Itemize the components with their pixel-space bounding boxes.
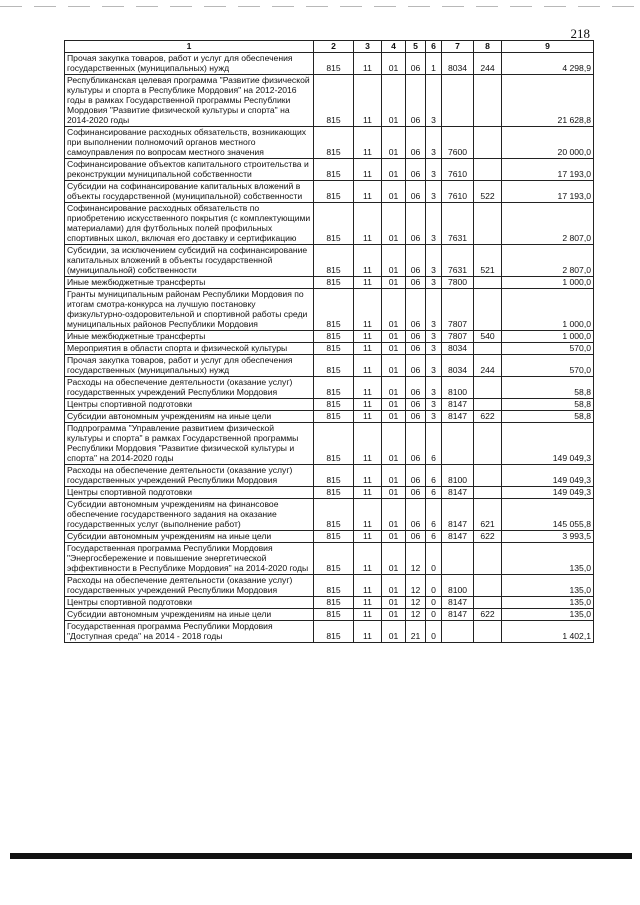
code-section: 11 [354,543,382,575]
column-header: 1 [65,41,314,53]
code-expense-type: 522 [474,181,502,203]
code-expense-type [474,543,502,575]
code-program: 06 [406,75,426,127]
code-subsection: 01 [382,289,406,331]
code-admin: 815 [314,245,354,277]
code-subsection: 01 [382,621,406,643]
code-subprogram: 6 [426,499,442,531]
code-section: 11 [354,181,382,203]
code-program: 06 [406,377,426,399]
code-expense-type [474,465,502,487]
code-subprogram: 6 [426,531,442,543]
code-subsection: 01 [382,487,406,499]
code-subprogram: 0 [426,621,442,643]
code-admin: 815 [314,127,354,159]
row-name: Государственная программа Республики Мордовия "Доступная среда" на 2014 - 2018 годы [65,621,314,643]
table-body [65,53,594,643]
code-subprogram: 3 [426,277,442,289]
table-row [65,289,594,331]
code-program: 06 [406,53,426,75]
budget-table [64,40,594,643]
code-subsection: 01 [382,75,406,127]
scan-bottom-edge [10,853,632,859]
row-amount: 149 049,3 [502,423,594,465]
code-section: 11 [354,343,382,355]
code-expense-type [474,343,502,355]
code-admin: 815 [314,399,354,411]
code-subprogram: 0 [426,575,442,597]
code-subprogram: 3 [426,203,442,245]
row-name: Софинансирование расходных обязательств, возникающих при выполнении полномочий органов местного самоуправления по вопросам местного значения [65,127,314,159]
row-name: Софинансирование расходных обязательств по приобретению искусственного покрытия (с комплектующими материалами) для футбольных полей профильных спортивных школ, включая его доставку и сертификацию [65,203,314,245]
row-name: Государственная программа Республики Мордовия "Энергосбережение и повышение энергетической эффективности в Республике Мордовия" на 2014-2020 годы [65,543,314,575]
code-admin: 815 [314,331,354,343]
code-subprogram: 3 [426,181,442,203]
code-direction: 7610 [442,159,474,181]
table-row [65,245,594,277]
code-program: 06 [406,423,426,465]
code-expense-type [474,289,502,331]
code-program: 06 [406,289,426,331]
row-amount: 145 055,8 [502,499,594,531]
code-expense-type [474,487,502,499]
code-expense-type [474,203,502,245]
code-expense-type: 521 [474,245,502,277]
row-amount: 58,8 [502,377,594,399]
table-row [65,159,594,181]
code-direction: 8147 [442,411,474,423]
table-row [65,597,594,609]
code-direction: 7600 [442,127,474,159]
code-direction: 8034 [442,355,474,377]
row-name: Расходы на обеспечение деятельности (оказание услуг) государственных учреждений Республики Мордовия [65,575,314,597]
code-subsection: 01 [382,543,406,575]
table-row [65,355,594,377]
code-expense-type [474,75,502,127]
code-section: 11 [354,377,382,399]
code-admin: 815 [314,75,354,127]
code-subprogram: 3 [426,245,442,277]
code-direction: 8147 [442,597,474,609]
code-admin: 815 [314,597,354,609]
code-subsection: 01 [382,159,406,181]
code-section: 11 [354,423,382,465]
column-header: 2 [314,41,354,53]
row-name: Субсидии автономным учреждениям на иные цели [65,531,314,543]
code-admin: 815 [314,203,354,245]
code-subsection: 01 [382,127,406,159]
row-name: Расходы на обеспечение деятельности (оказание услуг) государственных учреждений Республики Мордовия [65,377,314,399]
row-name: Центры спортивной подготовки [65,597,314,609]
code-subprogram: 1 [426,53,442,75]
code-subsection: 01 [382,499,406,531]
code-admin: 815 [314,377,354,399]
code-program: 06 [406,411,426,423]
code-subsection: 01 [382,377,406,399]
code-admin: 815 [314,423,354,465]
code-expense-type [474,597,502,609]
code-program: 06 [406,343,426,355]
code-direction: 8147 [442,499,474,531]
table-row [65,531,594,543]
code-section: 11 [354,487,382,499]
code-admin: 815 [314,159,354,181]
code-direction: 8147 [442,609,474,621]
code-section: 11 [354,399,382,411]
code-subprogram: 0 [426,597,442,609]
row-amount: 2 807,0 [502,245,594,277]
row-amount: 149 049,3 [502,465,594,487]
code-section: 11 [354,531,382,543]
code-direction [442,543,474,575]
column-header: 7 [442,41,474,53]
code-section: 11 [354,411,382,423]
code-subprogram: 3 [426,75,442,127]
row-amount: 149 049,3 [502,487,594,499]
code-program: 21 [406,621,426,643]
code-section: 11 [354,159,382,181]
code-program: 06 [406,399,426,411]
row-name: Софинансирование объектов капитального строительства и реконструкции муниципальной собственности [65,159,314,181]
code-admin: 815 [314,355,354,377]
code-direction [442,423,474,465]
code-admin: 815 [314,465,354,487]
code-direction: 8100 [442,575,474,597]
code-subsection: 01 [382,423,406,465]
code-program: 12 [406,543,426,575]
table-row [65,277,594,289]
code-admin: 815 [314,277,354,289]
code-section: 11 [354,75,382,127]
code-subsection: 01 [382,609,406,621]
code-direction: 8147 [442,531,474,543]
code-subprogram: 3 [426,343,442,355]
code-direction: 7807 [442,331,474,343]
row-amount: 135,0 [502,543,594,575]
code-subprogram: 6 [426,465,442,487]
row-name: Центры спортивной подготовки [65,399,314,411]
code-subsection: 01 [382,245,406,277]
code-expense-type: 622 [474,531,502,543]
column-header: 6 [426,41,442,53]
row-amount: 2 807,0 [502,203,594,245]
table-header [65,41,594,53]
column-header: 4 [382,41,406,53]
code-direction: 7610 [442,181,474,203]
code-expense-type [474,277,502,289]
code-direction [442,621,474,643]
code-admin: 815 [314,53,354,75]
code-expense-type [474,575,502,597]
row-name: Субсидии на софинансирование капитальных вложений в объекты государственной (муниципальной) собственности [65,181,314,203]
code-admin: 815 [314,181,354,203]
row-name: Субсидии автономным учреждениям на иные цели [65,411,314,423]
row-name: Гранты муниципальным районам Республики Мордовия по итогам смотра-конкурса на лучшую постановку физкультурно-оздоровительной и спортивной работы среди муниципальных районов Республики Мордовия [65,289,314,331]
code-program: 06 [406,487,426,499]
code-admin: 815 [314,575,354,597]
table-row [65,53,594,75]
table-row [65,127,594,159]
scan-top-edge [0,6,640,7]
code-section: 11 [354,127,382,159]
code-direction: 7807 [442,289,474,331]
code-subsection: 01 [382,331,406,343]
code-program: 06 [406,465,426,487]
code-expense-type [474,621,502,643]
row-amount: 4 298,9 [502,53,594,75]
code-direction: 8100 [442,465,474,487]
table-row [65,399,594,411]
row-name: Центры спортивной подготовки [65,487,314,499]
table-row [65,575,594,597]
row-amount: 135,0 [502,575,594,597]
code-section: 11 [354,277,382,289]
row-amount: 570,0 [502,343,594,355]
code-expense-type: 621 [474,499,502,531]
table-row [65,411,594,423]
code-expense-type [474,127,502,159]
code-subprogram: 3 [426,355,442,377]
row-amount: 58,8 [502,399,594,411]
code-subprogram: 3 [426,399,442,411]
row-amount: 21 628,8 [502,75,594,127]
row-name: Расходы на обеспечение деятельности (оказание услуг) государственных учреждений Республики Мордовия [65,465,314,487]
code-direction: 8147 [442,487,474,499]
code-subsection: 01 [382,597,406,609]
row-amount: 1 000,0 [502,277,594,289]
row-amount: 17 193,0 [502,159,594,181]
code-program: 06 [406,245,426,277]
code-expense-type [474,399,502,411]
code-section: 11 [354,53,382,75]
row-amount: 3 993,5 [502,531,594,543]
code-program: 12 [406,609,426,621]
row-name: Прочая закупка товаров, работ и услуг для обеспечения государственных (муниципальных) нужд [65,355,314,377]
row-name: Иные межбюджетные трансферты [65,277,314,289]
row-name: Прочая закупка товаров, работ и услуг для обеспечения государственных (муниципальных) нужд [65,53,314,75]
code-expense-type: 244 [474,53,502,75]
code-direction: 7631 [442,245,474,277]
code-expense-type: 244 [474,355,502,377]
row-amount: 570,0 [502,355,594,377]
row-amount: 1 000,0 [502,289,594,331]
code-expense-type [474,377,502,399]
table-row [65,203,594,245]
code-subsection: 01 [382,355,406,377]
row-amount: 58,8 [502,411,594,423]
code-section: 11 [354,331,382,343]
table-row [65,343,594,355]
code-admin: 815 [314,531,354,543]
code-section: 11 [354,499,382,531]
code-admin: 815 [314,499,354,531]
code-subsection: 01 [382,411,406,423]
code-program: 06 [406,355,426,377]
code-admin: 815 [314,289,354,331]
table-row [65,543,594,575]
code-section: 11 [354,245,382,277]
code-expense-type [474,423,502,465]
code-admin: 815 [314,543,354,575]
code-subprogram: 3 [426,127,442,159]
column-header: 5 [406,41,426,53]
code-expense-type [474,159,502,181]
code-section: 11 [354,621,382,643]
code-subsection: 01 [382,203,406,245]
code-direction: 8147 [442,399,474,411]
code-subprogram: 6 [426,423,442,465]
row-name: Мероприятия в области спорта и физической культуры [65,343,314,355]
row-name: Подпрограмма "Управление развитием физической культуры и спорта" в рамках Государственной программы Республики Мордовия "Развитие физической культуры и спорта" на 2014-2020 годы [65,423,314,465]
code-subprogram: 0 [426,543,442,575]
code-expense-type: 540 [474,331,502,343]
code-section: 11 [354,609,382,621]
code-direction: 7631 [442,203,474,245]
code-program: 06 [406,531,426,543]
code-section: 11 [354,289,382,331]
code-admin: 815 [314,487,354,499]
code-admin: 815 [314,411,354,423]
row-amount: 1 000,0 [502,331,594,343]
row-amount: 135,0 [502,609,594,621]
code-subprogram: 0 [426,609,442,621]
code-subsection: 01 [382,343,406,355]
table-row [65,331,594,343]
row-amount: 17 193,0 [502,181,594,203]
row-amount: 20 000,0 [502,127,594,159]
code-program: 12 [406,597,426,609]
code-subsection: 01 [382,575,406,597]
row-amount: 1 402,1 [502,621,594,643]
table-row [65,75,594,127]
table-row [65,423,594,465]
code-expense-type: 622 [474,411,502,423]
row-name: Иные межбюджетные трансферты [65,331,314,343]
table-row [65,377,594,399]
code-program: 06 [406,331,426,343]
code-direction [442,75,474,127]
code-subprogram: 3 [426,159,442,181]
table-row [65,181,594,203]
row-name: Республиканская целевая программа "Развитие физической культуры и спорта в Республике Мордовия" на 2012-2016 годы в рамках Государственной программы Республики Мордовия "Развитие физической культуры и спорта" на 2014-2020 годы [65,75,314,127]
row-name: Субсидии автономным учреждениям на финансовое обеспечение государственного задания на оказание государственных услуг (выполнение работ) [65,499,314,531]
code-program: 06 [406,499,426,531]
column-header: 9 [502,41,594,53]
table-row [65,487,594,499]
code-section: 11 [354,575,382,597]
code-subsection: 01 [382,399,406,411]
code-program: 06 [406,159,426,181]
code-direction: 8100 [442,377,474,399]
code-subsection: 01 [382,53,406,75]
code-expense-type: 622 [474,609,502,621]
code-section: 11 [354,597,382,609]
code-section: 11 [354,465,382,487]
code-section: 11 [354,203,382,245]
code-subsection: 01 [382,531,406,543]
column-header: 8 [474,41,502,53]
code-admin: 815 [314,621,354,643]
code-subprogram: 3 [426,377,442,399]
code-section: 11 [354,355,382,377]
page-number: 218 [570,26,590,41]
code-direction: 8034 [442,343,474,355]
row-name: Субсидии автономным учреждениям на иные цели [65,609,314,621]
row-name: Субсидии, за исключением субсидий на софинансирование капитальных вложений в объекты государственной (муниципальной) собственности [65,245,314,277]
code-program: 12 [406,575,426,597]
code-direction: 7800 [442,277,474,289]
code-subprogram: 3 [426,331,442,343]
code-program: 06 [406,277,426,289]
code-program: 06 [406,203,426,245]
table-row [65,499,594,531]
column-header: 3 [354,41,382,53]
code-direction: 8034 [442,53,474,75]
code-admin: 815 [314,343,354,355]
code-subprogram: 6 [426,487,442,499]
code-subsection: 01 [382,181,406,203]
code-subsection: 01 [382,465,406,487]
code-subprogram: 3 [426,289,442,331]
code-admin: 815 [314,609,354,621]
code-program: 06 [406,127,426,159]
row-amount: 135,0 [502,597,594,609]
table-row [65,621,594,643]
table-row [65,609,594,621]
table-row [65,465,594,487]
code-subsection: 01 [382,277,406,289]
code-program: 06 [406,181,426,203]
code-subprogram: 3 [426,411,442,423]
